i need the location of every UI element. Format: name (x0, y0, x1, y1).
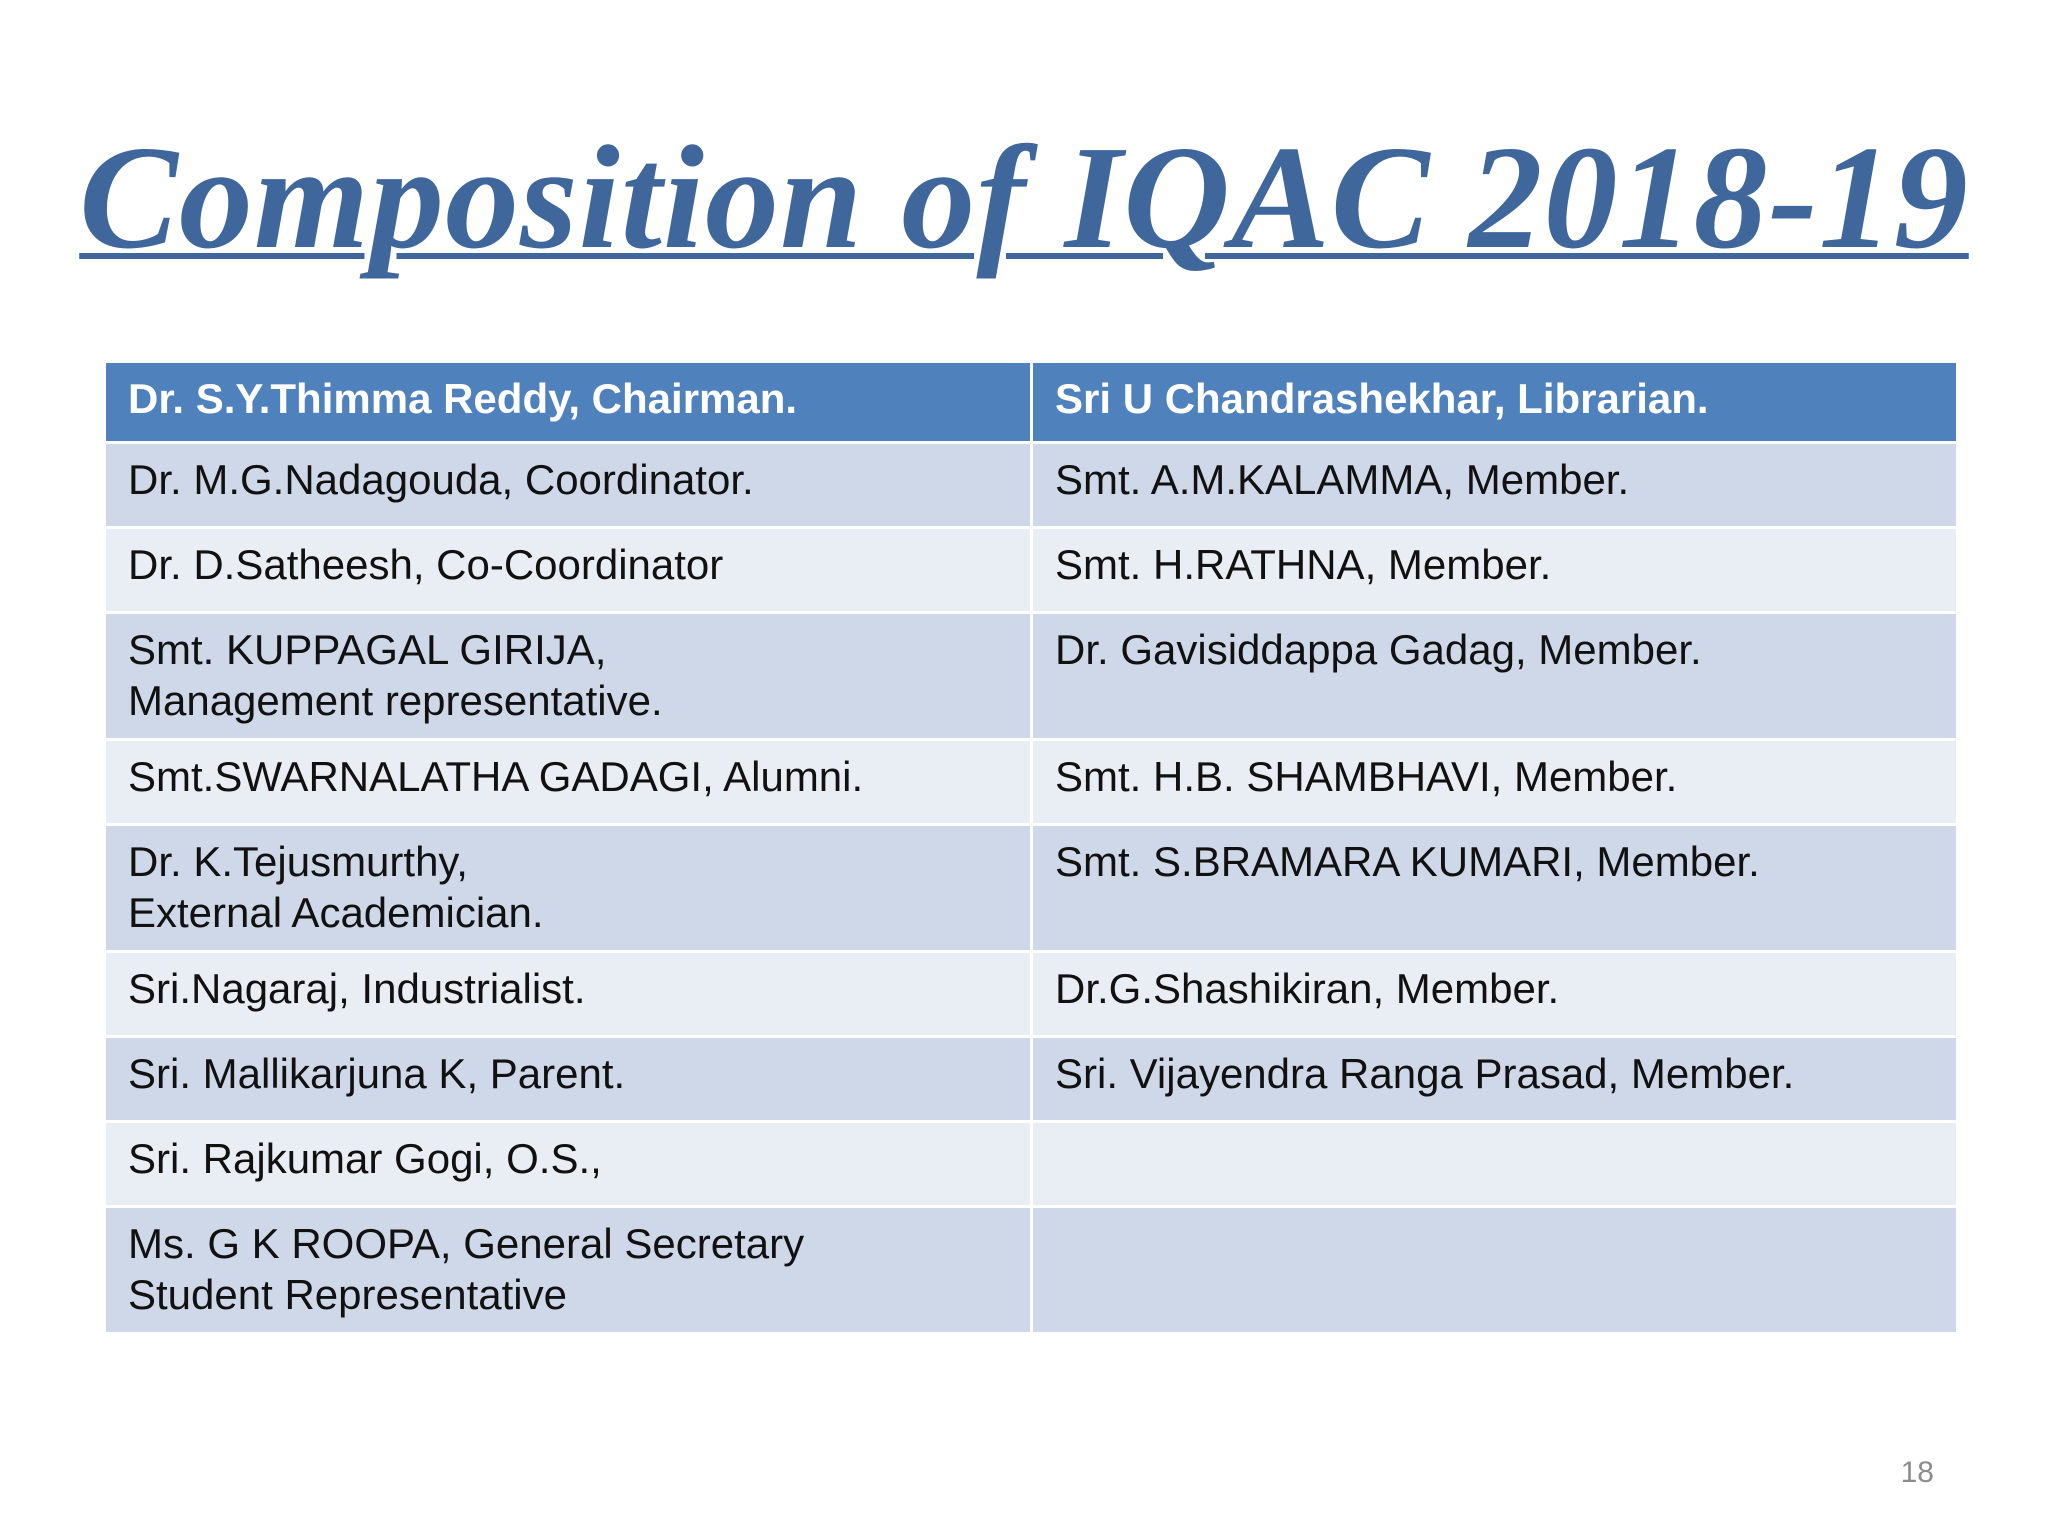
slide-title (0, 118, 2048, 278)
table-cell: Ms. G K ROOPA, General Secretary Student Representative (105, 1207, 1032, 1334)
table-cell: Sri. Rajkumar Gogi, O.S., (105, 1122, 1032, 1207)
table-row (105, 825, 1958, 952)
table-cell: Smt. S.BRAMARA KUMARI, Member. (1032, 825, 1958, 952)
table-cell: Smt.SWARNALATHA GADAGI, Alumni. (105, 740, 1032, 825)
table-row (105, 1122, 1958, 1207)
table-header-row (105, 362, 1958, 443)
table-cell: Dr. M.G.Nadagouda, Coordinator. (105, 443, 1032, 528)
table-row (105, 740, 1958, 825)
members-table (103, 360, 1959, 1335)
table-cell (1032, 1207, 1958, 1334)
page-number: 18 (1900, 1456, 1934, 1489)
table-cell: Dr. D.Satheesh, Co-Coordinator (105, 528, 1032, 613)
table-cell (1032, 1122, 1958, 1207)
table-row (105, 443, 1958, 528)
table-row (105, 613, 1958, 740)
table-cell: Sri. Mallikarjuna K, Parent. (105, 1037, 1032, 1122)
table-row (105, 1207, 1958, 1334)
table-cell: Dr. Gavisiddappa Gadag, Member. (1032, 613, 1958, 740)
header-cell: Sri U Chandrashekhar, Librarian. (1032, 362, 1958, 443)
table-row (105, 1037, 1958, 1122)
header-cell: Dr. S.Y.Thimma Reddy, Chairman. (105, 362, 1032, 443)
table-cell: Smt. H.B. SHAMBHAVI, Member. (1032, 740, 1958, 825)
table-cell: Smt. KUPPAGAL GIRIJA, Management representative. (105, 613, 1032, 740)
table-cell: Dr.G.Shashikiran, Member. (1032, 952, 1958, 1037)
table-cell: Dr. K.Tejusmurthy, External Academician. (105, 825, 1032, 952)
table-row (105, 528, 1958, 613)
table-row (105, 952, 1958, 1037)
slide-title-text: Composition of IQAC 2018-19 (79, 116, 1969, 280)
table-cell: Smt. A.M.KALAMMA, Member. (1032, 443, 1958, 528)
table-cell: Smt. H.RATHNA, Member. (1032, 528, 1958, 613)
table-cell: Sri.Nagaraj, Industrialist. (105, 952, 1032, 1037)
table-cell: Sri. Vijayendra Ranga Prasad, Member. (1032, 1037, 1958, 1122)
